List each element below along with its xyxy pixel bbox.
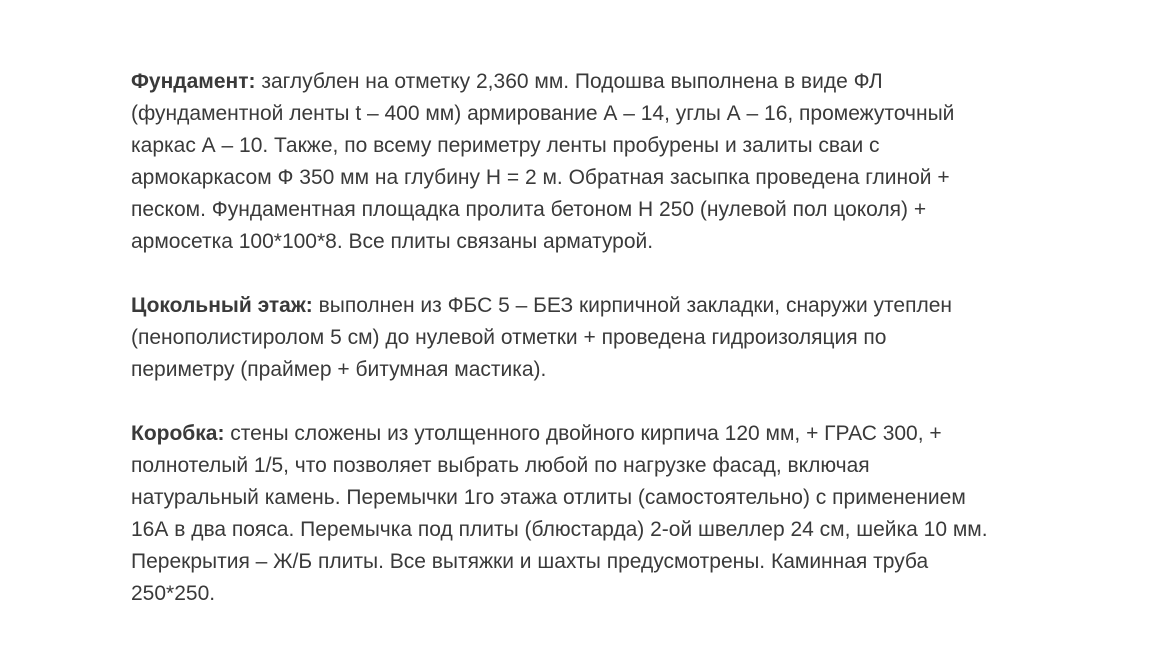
section-foundation	[131, 66, 1031, 258]
section-heading: Фундамент:	[131, 70, 256, 93]
document-body	[131, 66, 1031, 610]
section-box	[131, 418, 1031, 610]
section-text: заглублен на отметку 2,360 мм. Подошва выполнена в виде ФЛ (фундаментной ленты t – 400 мм) армирование А – 14, углы А – 16, промежуточный каркас А – 10. Также, по всему периметру ленты пробурены и залиты сваи с армокаркасом Ф 350 мм на глубину Н = 2 м. Обратная засыпка проведена глиной + песком. Фундаментная площадка пролита бетоном Н 250 (нулевой пол цоколя) + армосетка 100*100*8. Все плиты связаны арматурой.	[131, 70, 955, 253]
section-heading: Коробка:	[131, 422, 225, 445]
section-text: стены сложены из утолщенного двойного кирпича 120 мм, + ГРАС 300, + полнотелый 1/5, что позволяет выбрать любой по нагрузке фасад, включая натуральный камень. Перемычки 1го этажа отлиты (самостоятельно) с применением 16А в два пояса. Перемычка под плиты (блюстарда) 2-ой швеллер 24 см, шейка 10 мм. Перекрытия – Ж/Б плиты. Все вытяжки и шахты предусмотрены. Каминная труба 250*250.	[131, 422, 988, 605]
section-heading: Цокольный этаж:	[131, 294, 313, 317]
section-text: выполнен из ФБС 5 – БЕЗ кирпичной закладки, снаружи утеплен (пенополистиролом 5 см) до нулевой отметки + проведена гидроизоляция по периметру (праймер + битумная мастика).	[131, 294, 952, 381]
section-basement	[131, 290, 1031, 386]
